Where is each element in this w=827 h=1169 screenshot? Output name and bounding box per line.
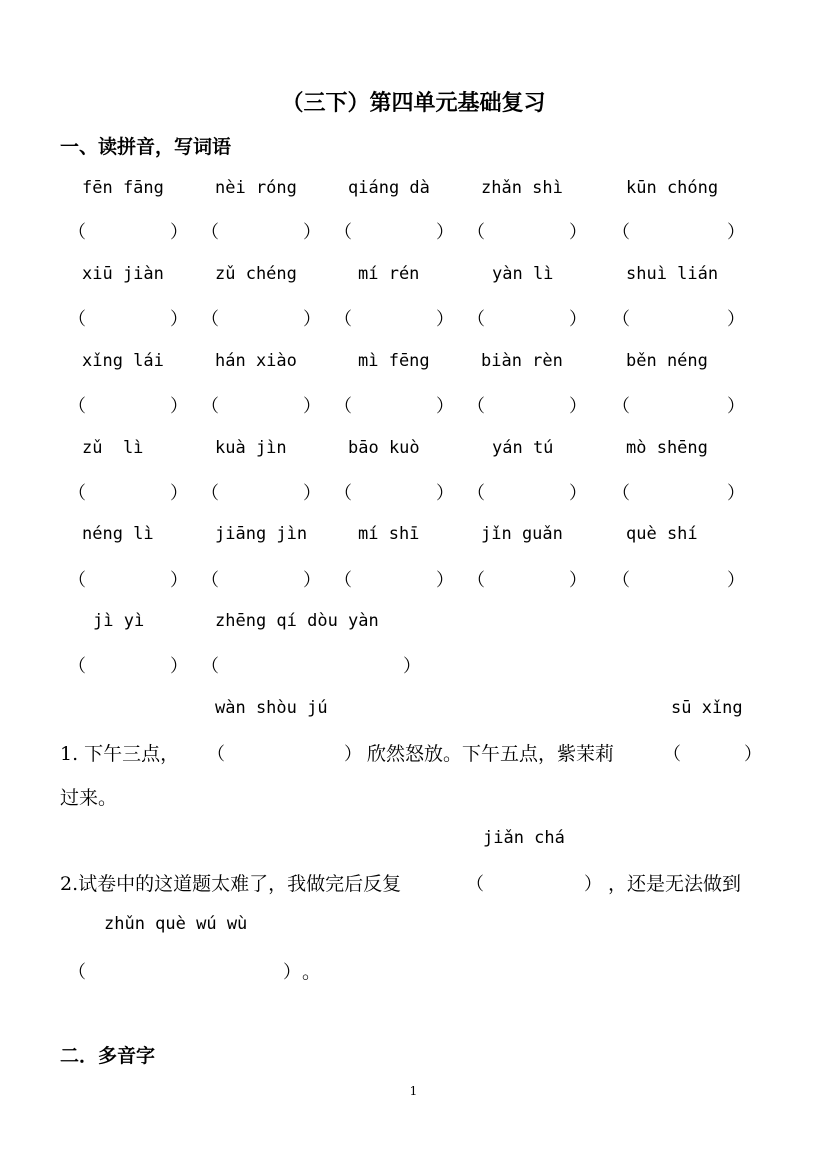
blank-open: （ [207, 744, 225, 765]
blank-close: ） [569, 483, 587, 504]
pinyin-word: zhǎn shì [481, 178, 563, 198]
blank-close: ） [170, 222, 188, 243]
pinyin-word: biàn rèn [481, 351, 563, 371]
blank-close: ） [727, 483, 745, 504]
blank-close: ） [170, 396, 188, 417]
blank-open: （ [201, 570, 219, 591]
blank-open: （ [612, 309, 630, 330]
blank-close: ） [283, 962, 301, 983]
blank-close: ） [170, 309, 188, 330]
pinyin-word: jǐn guǎn [481, 524, 563, 544]
blank-open: （ [68, 962, 86, 983]
sentence-pinyin: jiǎn chá [483, 828, 565, 848]
blank-close: ） [170, 656, 188, 677]
sentence-text: 2.试卷中的这道题太难了，我做完后反复 [60, 873, 402, 895]
blank-close: ） [436, 570, 454, 591]
blank-close: ） [436, 396, 454, 417]
blank-close: ） [727, 396, 745, 417]
sentence-text: 欣然怒放。下午五点，紫茉莉 [367, 743, 615, 765]
pinyin-word: yàn lì [492, 264, 554, 284]
blank-close: ） [303, 483, 321, 504]
pinyin-word: hán xiào [215, 351, 297, 371]
sentence-text: 。 [302, 961, 322, 983]
blank-open: （ [334, 222, 352, 243]
pinyin-word: kūn chóng [626, 178, 719, 198]
pinyin-word: zhēng qí dòu yàn [215, 611, 379, 631]
blank-close: ） [727, 570, 745, 591]
blank-close: ） [303, 222, 321, 243]
blank-close: ） [727, 222, 745, 243]
blank-close: ） [170, 570, 188, 591]
blank-close: ） [170, 483, 188, 504]
pinyin-word: nèi róng [215, 178, 297, 198]
blank-open: （ [334, 309, 352, 330]
pinyin-word: mí shī [358, 524, 420, 544]
blank-open: （ [612, 222, 630, 243]
blank-open: （ [68, 222, 86, 243]
pinyin-word: yán tú [492, 438, 554, 458]
blank-close: ） [569, 570, 587, 591]
sentence-text: ，还是无法做到 [608, 873, 742, 895]
pinyin-word: què shí [626, 524, 698, 544]
sentence-pinyin: wàn shòu jú [215, 698, 328, 718]
blank-close: ） [403, 656, 421, 677]
pinyin-word: zǔ lì [82, 438, 144, 458]
blank-open: （ [334, 396, 352, 417]
blank-open: （ [334, 483, 352, 504]
blank-open: （ [467, 570, 485, 591]
pinyin-word: mì fēng [358, 351, 430, 371]
blank-open: （ [334, 570, 352, 591]
blank-open: （ [663, 744, 681, 765]
blank-close: ） [569, 396, 587, 417]
section-2-heading: 二．多音字 [60, 1045, 156, 1067]
blank-close: ） [569, 222, 587, 243]
blank-open: （ [612, 570, 630, 591]
pinyin-word: zǔ chéng [215, 264, 297, 284]
pinyin-word: běn néng [626, 351, 708, 371]
blank-close: ） [344, 744, 362, 765]
pinyin-word: fēn fāng [82, 178, 164, 198]
blank-open: （ [612, 396, 630, 417]
blank-open: （ [466, 874, 484, 895]
blank-open: （ [467, 309, 485, 330]
blank-open: （ [68, 570, 86, 591]
pinyin-word: kuà jìn [215, 438, 287, 458]
blank-close: ） [569, 309, 587, 330]
blank-close: ） [436, 483, 454, 504]
blank-close: ） [436, 222, 454, 243]
pinyin-word: xiū jiàn [82, 264, 164, 284]
sentence-text: 1. 下午三点， [60, 743, 180, 765]
blank-close: ） [727, 309, 745, 330]
blank-close: ） [584, 874, 602, 895]
pinyin-word: mí rén [358, 264, 420, 284]
blank-open: （ [201, 483, 219, 504]
pinyin-word: qiáng dà [348, 178, 430, 198]
blank-close: ） [303, 309, 321, 330]
pinyin-word: jì yì [93, 611, 145, 631]
page-number: 1 [409, 1084, 418, 1098]
page-title: （三下）第四单元基础复习 [281, 91, 546, 116]
blank-close: ） [436, 309, 454, 330]
sentence-pinyin: zhǔn què wú wù [104, 914, 248, 934]
sentence-pinyin: sū xǐng [671, 698, 743, 718]
blank-open: （ [201, 656, 219, 677]
blank-open: （ [68, 396, 86, 417]
pinyin-word: néng lì [82, 524, 154, 544]
blank-open: （ [467, 396, 485, 417]
pinyin-word: xǐng lái [82, 351, 164, 371]
blank-open: （ [68, 656, 86, 677]
section-1-heading: 一、读拼音，写词语 [60, 136, 232, 158]
pinyin-word: mò shēng [626, 438, 708, 458]
blank-close: ） [744, 744, 762, 765]
blank-open: （ [201, 309, 219, 330]
blank-open: （ [467, 222, 485, 243]
blank-open: （ [201, 396, 219, 417]
sentence-text: 过来。 [60, 787, 118, 809]
blank-open: （ [467, 483, 485, 504]
blank-open: （ [68, 309, 86, 330]
blank-open: （ [201, 222, 219, 243]
pinyin-word: shuì lián [626, 264, 719, 284]
blank-close: ） [303, 396, 321, 417]
blank-open: （ [68, 483, 86, 504]
pinyin-word: jiāng jìn [215, 524, 308, 544]
blank-open: （ [612, 483, 630, 504]
pinyin-word: bāo kuò [348, 438, 420, 458]
blank-close: ） [303, 570, 321, 591]
